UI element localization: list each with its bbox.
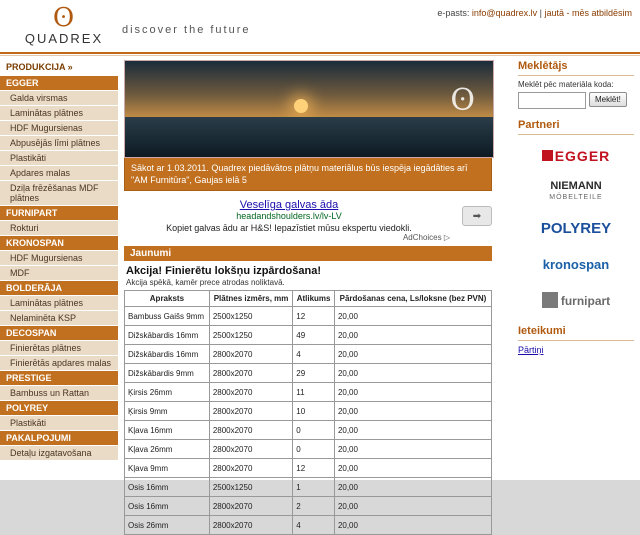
furnipart-block-icon (542, 292, 558, 308)
table-row (125, 459, 492, 478)
adchoices-label[interactable]: AdChoices ▷ (402, 233, 450, 242)
banner-caption: Sākot ar 1.03.2011. Quadrex piedāvātos plātņu materiālus būs iespēja iegādāties arī "AM Furnitūra", Gaujas ielā 5 (124, 158, 492, 191)
table-row (125, 478, 492, 497)
cell-izmers: 2800x2070 (209, 440, 292, 459)
ad-row (124, 199, 492, 233)
col-apraksts: Apraksts (125, 291, 210, 307)
partner-logo-polyrey[interactable] (518, 211, 634, 245)
cell-atlikums: 11 (293, 383, 335, 402)
cell-atlikums: 4 (293, 345, 335, 364)
table-body (125, 307, 492, 535)
cell-izmers: 2800x2070 (209, 421, 292, 440)
ad-description: Kopiet galvas ādu ar H&S! Iepazīstiet mūsu ekspertu viedokli. (166, 223, 412, 233)
ask-link[interactable]: jautā - mēs atbildēsim (544, 8, 632, 18)
site-tagline: discover the future (122, 24, 251, 36)
sidebar-item-egger-2[interactable]: HDF Mugursienas (0, 121, 118, 136)
sidebar-item-egger-1[interactable]: Laminātas plātnes (0, 106, 118, 121)
cell-atlikums: 29 (293, 364, 335, 383)
ad-block (124, 191, 492, 244)
cell-cena: 20,00 (334, 516, 491, 535)
sidebar-group-polyrey[interactable]: POLYREY (0, 401, 118, 416)
partner-name: NIEMANN (550, 180, 602, 192)
sidebar-item-decospan-0[interactable]: Finierētas plātnes (0, 341, 118, 356)
cell-apraksts: Kļava 9mm (125, 459, 210, 478)
banner-sky (125, 61, 493, 117)
cell-atlikums: 0 (293, 440, 335, 459)
banner-sea (125, 117, 493, 157)
cell-atlikums: 0 (293, 421, 335, 440)
cell-izmers: 2500x1250 (209, 326, 292, 345)
table-header-row (125, 291, 492, 307)
ad-url: headandshoulders.lv/lv-LV (236, 211, 342, 221)
partners-section-title: Partneri (518, 119, 634, 135)
cell-atlikums: 1 (293, 478, 335, 497)
cell-cena: 20,00 (334, 497, 491, 516)
news-section-header: Jaunumi (124, 246, 492, 261)
cell-atlikums: 12 (293, 307, 335, 326)
sidebar-group-egger[interactable]: EGGER (0, 76, 118, 91)
table-row (125, 326, 492, 345)
partner-logo-kronospan[interactable] (518, 247, 634, 281)
cell-atlikums: 10 (293, 402, 335, 421)
hero-banner-image[interactable] (124, 60, 494, 158)
ad-title-link[interactable]: Veselīga galvas āda (239, 199, 339, 211)
table-row (125, 307, 492, 326)
search-input[interactable] (518, 92, 586, 109)
cell-cena: 20,00 (334, 364, 491, 383)
col-cena: Pārdošanas cena, Ls/loksne (bez PVN) (334, 291, 491, 307)
cell-cena: 20,00 (334, 478, 491, 497)
ad-next-arrow-icon[interactable]: ➡ (462, 206, 492, 226)
table-row (125, 383, 492, 402)
egger-square-icon (542, 150, 553, 161)
email-label: e-pasts: (437, 8, 470, 18)
cell-cena: 20,00 (334, 459, 491, 478)
main-content (118, 56, 514, 535)
sidebar-item-egger-5[interactable]: Apdares malas (0, 166, 118, 181)
cell-apraksts: Ķirsis 26mm (125, 383, 210, 402)
banner-logo-icon: ʘ (450, 83, 475, 118)
logo-wordmark: QUADREX (24, 31, 104, 46)
sidebar-item-kronospan-0[interactable]: HDF Mugursienas (0, 251, 118, 266)
header-divider (0, 52, 640, 54)
cell-apraksts: Ķirsis 9mm (125, 402, 210, 421)
table-row (125, 345, 492, 364)
cell-atlikums: 4 (293, 516, 335, 535)
sidebar-item-furnipart-0[interactable]: Rokturi (0, 221, 118, 236)
cell-cena: 20,00 (334, 421, 491, 440)
partner-logo-egger[interactable] (518, 139, 634, 173)
sidebar-item-bolderaja-0[interactable]: Laminātas plātnes (0, 296, 118, 311)
logo-mark-icon: ʘ (52, 3, 76, 33)
cell-izmers: 2800x2070 (209, 402, 292, 421)
right-sidebar (514, 56, 640, 356)
partner-name: POLYREY (540, 219, 612, 237)
table-row (125, 402, 492, 421)
table-row (125, 440, 492, 459)
site-logo[interactable] (14, 4, 114, 46)
partner-name: EGGER (554, 148, 611, 164)
news-subtitle: Akcija spēkā, kamēr prece atrodas noliktavā. (126, 278, 285, 287)
sidebar-item-egger-0[interactable]: Galda virsmas (0, 91, 118, 106)
cell-cena: 20,00 (334, 402, 491, 421)
cell-atlikums: 12 (293, 459, 335, 478)
search-section-title: Meklētājs (518, 60, 634, 76)
table-row (125, 364, 492, 383)
sidebar (0, 56, 118, 461)
header-contact (437, 8, 632, 18)
cell-cena: 20,00 (334, 345, 491, 364)
ad-text-column (124, 199, 454, 233)
cell-izmers: 2800x2070 (209, 497, 292, 516)
email-link[interactable]: info@quadrex.lv (471, 8, 538, 18)
col-izmers: Plātnes izmērs, mm (209, 291, 292, 307)
cell-atlikums: 49 (293, 326, 335, 345)
partner-logo-furnipart[interactable] (518, 283, 634, 317)
cell-apraksts: Kļava 16mm (125, 421, 210, 440)
cell-cena: 20,00 (334, 326, 491, 345)
site-header (0, 0, 640, 52)
table-row (125, 516, 492, 535)
sidebar-item-egger-6[interactable]: Dziļa frēzēšanas MDF plātnes (0, 181, 118, 206)
sidebar-item-egger-3[interactable]: Abpusējās līmi plātnes (0, 136, 118, 151)
cell-apraksts: Dižskābardis 16mm (125, 345, 210, 364)
cell-izmers: 2800x2070 (209, 516, 292, 535)
search-button[interactable]: Meklēt! (589, 92, 627, 107)
sidebar-group-pakalpojumi[interactable]: PAKALPOJUMI (0, 431, 118, 446)
recommend-section-title: Ieteikumi (518, 325, 634, 341)
sidebar-group-furnipart[interactable]: FURNIPART (0, 206, 118, 221)
cell-izmers: 2800x2070 (209, 459, 292, 478)
partner-name: kronospan (542, 256, 610, 272)
price-table (124, 290, 492, 535)
cell-cena: 20,00 (334, 440, 491, 459)
sidebar-item-pakalpojumi-0[interactable]: Detaļu izgatavošana (0, 446, 118, 461)
sidebar-group-prestige[interactable]: PRESTIGE (0, 371, 118, 386)
sidebar-title[interactable]: PRODUKCIJA » (6, 62, 73, 72)
table-row (125, 497, 492, 516)
table-row (125, 421, 492, 440)
cell-izmers: 2800x2070 (209, 383, 292, 402)
cell-apraksts: Bambuss Gaišs 9mm (125, 307, 210, 326)
partner-name: furnipart (560, 294, 611, 308)
search-row (518, 92, 634, 109)
news-title: Akcija! Finierētu lokšņu izpārdošana! (126, 265, 321, 277)
cell-izmers: 2800x2070 (209, 364, 292, 383)
sidebar-item-bolderaja-1[interactable]: Nelaminēta KSP (0, 311, 118, 326)
cell-apraksts: Dižskābardis 9mm (125, 364, 210, 383)
sidebar-item-prestige-0[interactable]: Bambuss un Rattan (0, 386, 118, 401)
cell-izmers: 2500x1250 (209, 478, 292, 497)
search-label: Meklēt pēc materiāla koda: (518, 80, 614, 89)
sidebar-group-kronospan[interactable]: KRONOSPAN (0, 236, 118, 251)
sidebar-group-bolderaja[interactable]: BOLDERĀJA (0, 281, 118, 296)
sidebar-item-decospan-1[interactable]: Finierētās apdares malas (0, 356, 118, 371)
sidebar-group-decospan[interactable]: DECOSPAN (0, 326, 118, 341)
col-atlikums: Atlikums (293, 291, 335, 307)
sidebar-item-egger-4[interactable]: Plastikāti (0, 151, 118, 166)
partner-logo-niemann[interactable] (518, 175, 634, 209)
cell-apraksts: Osis 16mm (125, 497, 210, 516)
cell-cena: 20,00 (334, 383, 491, 402)
cell-izmers: 2800x2070 (209, 345, 292, 364)
sidebar-item-kronospan-1[interactable]: MDF (0, 266, 118, 281)
recommend-link[interactable]: Pārtiņi (518, 345, 544, 355)
sidebar-item-polyrey-0[interactable]: Plastikāti (0, 416, 118, 431)
partner-subtitle: MÖBELTEILE (549, 194, 603, 201)
cell-cena: 20,00 (334, 307, 491, 326)
contact-separator: | (539, 8, 542, 18)
page-body (0, 56, 640, 535)
cell-apraksts: Dižskābardis 16mm (125, 326, 210, 345)
cell-apraksts: Kļava 26mm (125, 440, 210, 459)
cell-izmers: 2500x1250 (209, 307, 292, 326)
cell-apraksts: Osis 16mm (125, 478, 210, 497)
cell-apraksts: Osis 26mm (125, 516, 210, 535)
cell-atlikums: 2 (293, 497, 335, 516)
